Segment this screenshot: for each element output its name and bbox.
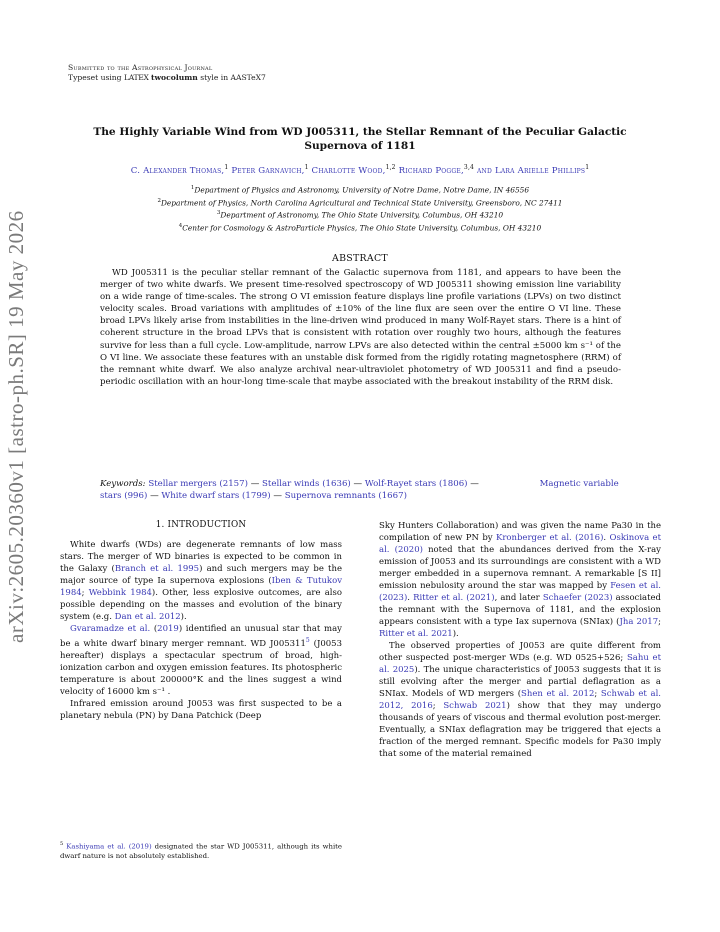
keyword-link[interactable]: Wolf-Rayet stars (1806)	[364, 479, 468, 489]
citation-link[interactable]: Ritter et al. 2021	[379, 629, 453, 639]
keywords-label: Keywords:	[100, 479, 146, 489]
keyword-link[interactable]: Magnetic variable stars (996)	[100, 479, 619, 501]
citation-link[interactable]: Schwab 2021	[443, 701, 507, 711]
right-paragraph-2: The observed properties of J0053 are quite different from other suspected post-merger WDs (e.g. WD 0525+526; Sahu et al. 2025). The unique characteristics of J0053 suggests that it is still evolving after the merger and partial deflagration as a SNIax. Models of WD mergers (Shen et al. 2012; Schwab et al. 2012, 2016; Schwab 2021) show that they may undergo thousands of years of viscous and thermal evolution post-merger. Eventually, a SNIax deflagration may be triggered that ejects a fraction of the merged remnant. Specific models for Pa30 imply that some of the material remained	[379, 641, 661, 759]
citation-link[interactable]: Schaefer (2023)	[542, 593, 613, 603]
author-phillips[interactable]: and Lara Arielle Phillips$^1$	[477, 164, 590, 176]
author-thomas[interactable]: C. Alexander Thomas,$^1$	[130, 164, 229, 176]
affiliation-4: $^4$Center for Cosmology & AstroParticle Physics, The Ohio State University, Columbus, OH 43210	[178, 223, 542, 233]
citation-link[interactable]: Dan et al. 2012	[114, 612, 181, 622]
citation-link[interactable]: Oskinova et al. (2020)	[379, 533, 662, 555]
citation-link[interactable]: Jha 2017	[619, 617, 659, 627]
right-paragraph-1: Sky Hunters Collaboration) and was given the name Pa30 in the compilation of new PN by Kronberger et al. (2016). Oskinova et al. (2020) noted that the abundances derived from the X-ray emission of J0053 and its surroundings are consistent with a WD merger embedded in a supernova remnant. A remarkable [S II] emission nebulosity around the star was mapped by Fesen et al. (2023). Ritter et al. (2021), and later Schaefer (2023) associated the remnant with the Supernova of 1181, and the explosion appears consistent with a type Iax supernova (SNIax) (Jha 2017; Ritter et al. 2021).	[379, 521, 662, 639]
left-column	[60, 520, 343, 722]
abstract-text: WD J005311 is the peculiar stellar remnant of the Galactic supernova from 1181, and appears to have been the merger of two white dwarfs. We present time-resolved spectroscopy of WD J005311 showing emission line variability on a wide range of time-scales. The strong O VI emission feature displays line profile variations (LPVs) on two distinct velocity scales. Broad variations with amplitudes of ±10% of the line flux are seen over the entire O VI line. These broad LPVs likely arise from instabilities in the line-driven wind produced in many Wolf-Rayet stars. There is a hint of coherent structure in the broad LPVs that is consistent with rotation over roughly two hours, although the features survive for less than a full cycle. Low-amplitude, narrow LPVs are also detected within the central ±5000 km s⁻¹ of the O VI line. We associate these features with an unstable disk formed from the rigidly rotating magnetosphere (RRM) of the remnant white dwarf. We also analyze archival near-ultraviolet photometry of WD J005311 and find a pseudo-periodic oscillation with an hour-long time-scale that maybe associated with the breakout instability of the RRM disk.	[100, 268, 621, 387]
footnote-number: 5	[60, 841, 64, 847]
preprint-header	[68, 63, 266, 83]
keywords: Keywords: Stellar mergers (2157) — Stellar winds (1636) — Wolf-Rayet stars (1806) — Magnetic variable stars (996) — White dwarf stars (1799) — Supernova remnants (1667)	[100, 479, 619, 501]
citation-link[interactable]: Kashiyama et al. (2019)	[66, 842, 152, 851]
abstract-heading: ABSTRACT	[332, 253, 388, 264]
citation-link[interactable]: Schwab et al. 2012, 2016	[379, 689, 661, 711]
submission-note: Submitted to the Astrophysical Journal	[68, 63, 213, 72]
citation-link[interactable]: Kronberger et al. (2016)	[495, 533, 604, 543]
typeset-style: twocolumn	[151, 73, 198, 82]
intro-paragraph-2: Gvaramadze et al. (2019) identified an unusual star that may be a white dwarf binary merger remnant. WD J005311$^5$ (J0053 hereafter) displays a spectacular spectrum of broad, high-ionization carbon and oxygen emission features. Its photospheric temperature is about 200000°K and the lines suggest a wind velocity of 16000 km s⁻¹ .	[60, 624, 342, 697]
citation-link[interactable]: Fesen et al. (2023)	[379, 581, 661, 603]
affiliation-1: $^1$Department of Physics and Astronomy, University of Notre Dame, Notre Dame, IN 46556	[190, 185, 530, 195]
keyword-link[interactable]: Supernova remnants (1667)	[284, 491, 407, 501]
citation-link[interactable]: Sahu et al. 2025	[379, 653, 661, 675]
affiliation-3: $^3$Department of Astronomy, The Ohio State University, Columbus, OH 43210	[216, 210, 504, 220]
intro-paragraph-1: White dwarfs (WDs) are degenerate remnants of low mass stars. The merger of WD binaries is expected to be common in the Galaxy (Branch et al. 1995) and such mergers may be the major source of type Ia supernova explosions (Iben & Tutukov 1984; Webbink 1984). Other, less explosive outcomes, are also possible depending on the masses and evolution of the binary system (e.g. Dan et al. 2012).	[60, 540, 343, 622]
right-column	[379, 520, 661, 760]
citation-link[interactable]: Shen et al. 2012	[521, 689, 595, 699]
typeset-suffix: style in AASTeX7	[197, 73, 266, 82]
author-pogge[interactable]: Richard Pogge,$^{3,4}$	[398, 164, 475, 176]
latex-logo: LATEX	[123, 73, 149, 82]
affiliation-2: $^2$Department of Physics, North Carolina Agricultural and Technical State University, Greensboro, NC 27411	[157, 197, 563, 208]
affiliations	[60, 183, 660, 234]
citation-link[interactable]: 2019	[157, 624, 179, 634]
section-heading-introduction: 1. INTRODUCTION	[155, 520, 247, 530]
keyword-link[interactable]: White dwarf stars (1799)	[161, 491, 271, 501]
author-wood[interactable]: Charlotte Wood,$^{1,2}$	[311, 164, 396, 176]
arxiv-identifier: arXiv:2605.20360v1 [astro-ph.SR] 19 May 2026	[4, 210, 28, 643]
citation-link[interactable]: Branch et al. 1995	[114, 564, 200, 574]
citation-link[interactable]: Webbink 1984	[88, 588, 152, 598]
citation-link[interactable]: Gvaramadze et al.	[70, 624, 151, 634]
citation-link[interactable]: Iben & Tutukov 1984	[60, 576, 343, 598]
paper-title: The Highly Variable Wind from WD J005311, the Stellar Remnant of the Peculiar Galactic Supernova of 1181	[93, 126, 627, 152]
keyword-link[interactable]: Stellar winds (1636)	[262, 479, 351, 489]
footnote: $^5$ Kashiyama et al. (2019) designated the star WD J005311, although its white dwarf nature is not absolutely established.	[60, 841, 342, 860]
typeset-prefix: Typeset using	[68, 73, 124, 82]
author-list	[50, 164, 670, 176]
typeset-note	[68, 73, 266, 83]
footnote-marker[interactable]: 5	[305, 637, 310, 644]
author-garnavich[interactable]: Peter Garnavich,$^1$	[231, 164, 309, 176]
citation-link[interactable]: Ritter et al. (2021)	[413, 593, 495, 603]
keyword-link[interactable]: Stellar mergers (2157)	[148, 479, 248, 489]
intro-paragraph-3: Infrared emission around J0053 was first suspected to be a planetary nebula (PN) by Dana Patchick (Deep	[60, 698, 342, 721]
